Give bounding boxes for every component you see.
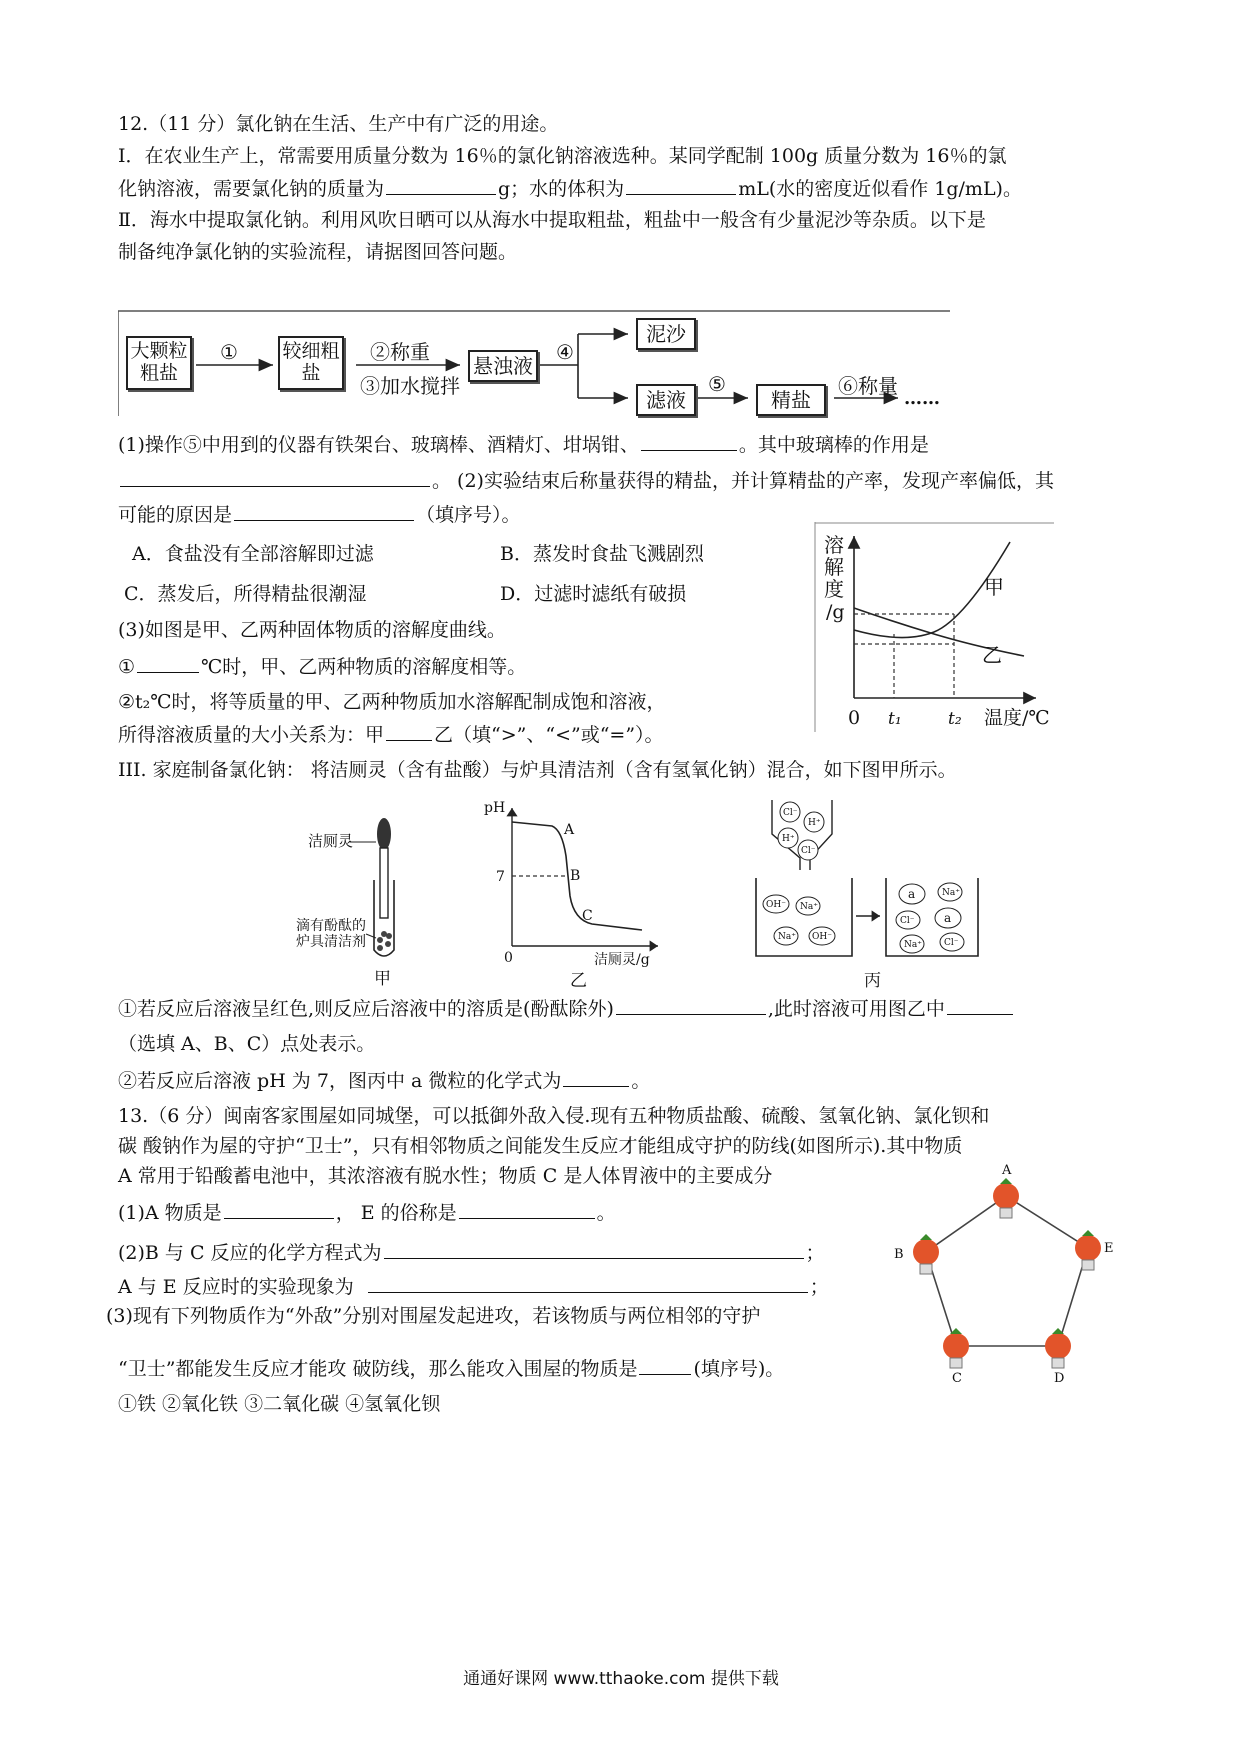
ion-na: Na⁺ — [800, 902, 818, 912]
flow-box-sediment: 泥沙 — [636, 318, 696, 350]
particle-a: a — [944, 911, 952, 925]
figure-yi-ph-curve — [482, 796, 682, 992]
text: 。 — [596, 1202, 616, 1224]
solubility-ylabel-4: /g — [826, 601, 845, 623]
ion-h: H⁺ — [808, 818, 821, 828]
answer-blank[interactable] — [947, 996, 1013, 1015]
answer-blank[interactable] — [234, 502, 414, 521]
q13-line3: A 常用于铅酸蓄电池中，其浓溶液有脱水性；物质 C 是人体胃液中的主要成分 — [118, 1165, 773, 1187]
text: 化钠溶液，需要氯化钠的质量为 — [118, 178, 385, 200]
text: “卫士”都能发生反应才能攻 破防线，那么能攻入围屋的物质是 — [118, 1358, 638, 1380]
q13-q2b — [118, 1274, 829, 1299]
answer-blank[interactable] — [120, 468, 430, 487]
answer-blank[interactable] — [386, 176, 496, 195]
solubility-curve-figure — [814, 522, 1064, 732]
guardian-icon — [913, 1183, 1101, 1368]
label-cleaner: 洁厕灵 — [308, 832, 354, 850]
flow-box-suspension: 悬浊液 — [468, 350, 538, 382]
answer-blank[interactable] — [224, 1200, 334, 1219]
q12-sub3-line1: (3)如图是甲、乙两种固体物质的溶解度曲线。 — [118, 619, 506, 641]
q12-sub1-line2 — [118, 468, 1054, 493]
flow-step-1: ① — [220, 340, 238, 364]
node-a: A — [1002, 1163, 1012, 1178]
q13-line2: 碳 酸钠作为屋的守护“卫士”，只有相邻物质之间能发生反应才能组成守护的防线(如图所示).其中物质 — [118, 1135, 963, 1157]
text: ,此时溶液可用图乙中 — [767, 998, 945, 1020]
q12-part3-q2-line — [118, 1068, 650, 1093]
figure-label-yi: 乙 — [570, 971, 587, 991]
text: (2)B 与 C 反应的化学方程式为 — [118, 1242, 382, 1264]
ion-oh: OH⁻ — [766, 900, 786, 910]
answer-blank[interactable] — [616, 996, 766, 1015]
label-phenolphthalein-1: 滴有酚酞的 — [296, 918, 366, 934]
q13-q3-line2 — [118, 1356, 784, 1381]
t1-label: t₁ — [888, 709, 902, 729]
text: ①若反应后溶液呈红色,则反应后溶液中的溶质是(酚酞除外) — [118, 998, 614, 1020]
text: (填序号)。 — [693, 1358, 785, 1380]
q12-sub1-line1 — [118, 432, 929, 457]
q13-q2 — [118, 1240, 825, 1265]
text: g；水的体积为 — [498, 178, 625, 200]
ph-origin: 0 — [504, 950, 513, 966]
ion-cl: Cl⁻ — [801, 846, 816, 856]
node-c: C — [952, 1371, 962, 1386]
flow-step-4: ④ — [556, 340, 574, 364]
text: ， E 的俗称是 — [335, 1202, 457, 1224]
node-e: E — [1104, 1241, 1114, 1256]
solubility-ylabel-2: 解 — [824, 555, 844, 579]
q12-part1-line2 — [118, 176, 1022, 201]
option-d: D．过滤时滤纸有破损 — [500, 583, 687, 605]
solubility-ylabel-3: 度 — [824, 577, 844, 601]
answer-blank[interactable] — [386, 722, 432, 741]
text: mL(水的密度近似看作 1g/mL)。 — [738, 178, 1022, 200]
q12-part2-line1: Ⅱ．海水中提取氯化钠。利用风吹日晒可以从海水中提取粗盐，粗盐中一般含有少量泥沙等杂质。以下是 — [118, 209, 986, 231]
curve-label-yi: 乙 — [982, 643, 1002, 667]
flow-box-coarse-salt: 大颗粒粗盐 — [126, 336, 192, 390]
answer-blank[interactable] — [641, 432, 737, 451]
text: ； — [805, 1242, 825, 1264]
ion-cl: Cl⁻ — [783, 808, 798, 818]
curve-label-jia: 甲 — [984, 575, 1004, 599]
ion-na: Na⁺ — [942, 888, 960, 898]
text: 乙（填“>”、“<”或“=”）。 — [434, 724, 664, 746]
node-d: D — [1054, 1371, 1065, 1386]
answer-blank[interactable] — [384, 1240, 804, 1259]
point-c: C — [582, 908, 593, 924]
ion-cl: Cl⁻ — [900, 916, 915, 926]
q12-sub3-line2 — [118, 654, 526, 679]
flow-step-2: ②称重 — [370, 340, 430, 364]
answer-blank[interactable] — [137, 654, 199, 673]
q12-part3-q1-line2: （选填 A、B、C）点处表示。 — [118, 1033, 376, 1055]
answer-blank[interactable] — [563, 1068, 629, 1087]
figure-label-jia: 甲 — [374, 969, 391, 989]
q12-sub2-line — [118, 502, 521, 527]
flow-step-5: ⑤ — [708, 372, 726, 396]
q13-line1: 13.（6 分）闽南客家围屋如同城堡，可以抵御外敌入侵.现有五种物质盐酸、硫酸、氢氧化钠、氯化钡和 — [118, 1105, 990, 1127]
flow-box-fine-salt: 较细粗盐 — [278, 336, 344, 390]
xlabel: 温度/℃ — [984, 707, 1050, 729]
text: （填序号）。 — [416, 504, 521, 526]
origin-label: 0 — [848, 707, 861, 729]
option-a: A．食盐没有全部溶解即过滤 — [132, 543, 374, 565]
ion-cl: Cl⁻ — [944, 938, 959, 948]
option-b: B．蒸发时食盐飞溅剧烈 — [500, 543, 704, 565]
flow-box-filtrate: 滤液 — [636, 384, 696, 416]
text: ②若反应后溶液 pH 为 7，图丙中 a 微粒的化学式为 — [118, 1070, 562, 1092]
text: ℃时，甲、乙两种物质的溶解度相等。 — [201, 656, 527, 678]
particle-a: a — [908, 887, 916, 901]
text: ； — [809, 1276, 829, 1298]
ion-h: H⁺ — [782, 834, 795, 844]
q12-part3-q1-line1 — [118, 996, 1015, 1021]
text: A 与 E 反应时的实验现象为 — [118, 1276, 354, 1298]
solubility-ylabel-1: 溶 — [824, 533, 844, 557]
figure-label-bing: 丙 — [864, 971, 881, 991]
footer-source: 通通好课网 www.tthaoke.com 提供下载 — [463, 1669, 779, 1689]
q13-options: ①铁 ②氧化铁 ③二氧化碳 ④氢氧化钡 — [118, 1393, 441, 1415]
ion-oh: OH⁻ — [812, 932, 832, 942]
q12-part3-line: III. 家庭制备氯化钠： 将洁厕灵（含有盐酸）与炉具清洁剂（含有氢氧化钠）混合，如下图甲所示。 — [118, 759, 957, 781]
pentagon-guardians-figure — [890, 1160, 1130, 1386]
q12-sub3-line4 — [118, 722, 664, 747]
text: 可能的原因是 — [118, 504, 233, 526]
text: 。其中玻璃棒的作用是 — [738, 434, 929, 456]
q12-part2-line2: 制备纯净氯化钠的实验流程，请据图回答问题。 — [118, 241, 518, 263]
ph-xlabel: 洁厕灵/g — [594, 952, 650, 968]
text: 所得溶液质量的大小关系为：甲 — [118, 724, 385, 746]
ion-na: Na⁺ — [778, 932, 796, 942]
flow-dots: …… — [904, 388, 940, 409]
q13-q3-line1: (3)现有下列物质作为“外敌”分别对围屋发起进攻，若该物质与两位相邻的守护 — [106, 1305, 761, 1327]
q12-title: 12.（11 分）氯化钠在生活、生产中有广泛的用途。 — [118, 113, 559, 135]
label-phenolphthalein-2: 炉具清洁剂 — [296, 934, 366, 950]
point-a: A — [564, 822, 575, 838]
node-b: B — [894, 1247, 904, 1262]
q12-sub3-line3: ②t₂℃时，将等质量的甲、乙两种物质加水溶解配制成饱和溶液， — [118, 691, 666, 713]
process-flow-diagram — [118, 310, 950, 418]
text: ① — [118, 656, 136, 678]
text: 。 — [631, 1070, 651, 1092]
t2-label: t₂ — [948, 709, 962, 729]
ph-seven: 7 — [496, 869, 505, 885]
figure-jia-test-tube — [296, 800, 426, 990]
flow-box-refined-salt: 精盐 — [756, 384, 826, 416]
answer-blank[interactable] — [639, 1356, 691, 1375]
option-c: C．蒸发后，所得精盐很潮湿 — [124, 583, 367, 605]
answer-blank[interactable] — [368, 1274, 808, 1293]
text: (1)操作⑤中用到的仪器有铁架台、玻璃棒、酒精灯、坩埚钳、 — [118, 434, 639, 456]
ion-na: Na⁺ — [904, 940, 922, 950]
flow-step-6: ⑥称量 — [838, 374, 898, 398]
text: 。 (2)实验结束后称量获得的精盐，并计算精盐的产率，发现产率偏低，其 — [432, 470, 1054, 492]
answer-blank[interactable] — [626, 176, 736, 195]
q12-part1-line1: Ⅰ．在农业生产上，常需要用质量分数为 16％的氯化钠溶液选种。某同学配制 100g 质量分数为 16％的氯 — [118, 145, 1007, 167]
flow-step-3: ③加水搅拌 — [360, 374, 460, 398]
answer-blank[interactable] — [459, 1200, 595, 1219]
ph-axis-label: pH — [484, 800, 506, 816]
text: (1)A 物质是 — [118, 1202, 222, 1224]
point-b: B — [570, 868, 581, 884]
figure-bing-particles — [752, 796, 982, 992]
q13-q1 — [118, 1200, 616, 1225]
